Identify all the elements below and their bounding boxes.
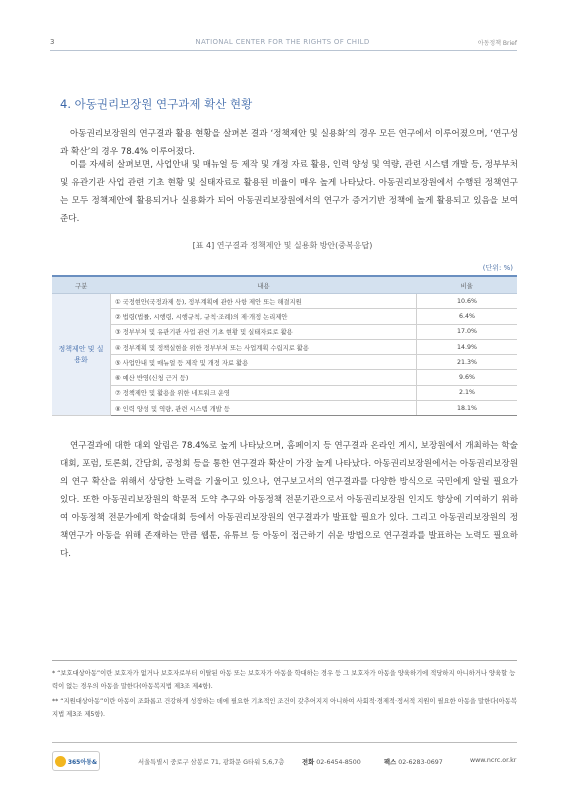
tel-label: 전화 [302,759,315,766]
paragraph-3: 연구결과에 대한 대외 알림은 78.4%로 높게 나타났으며, 홈페이지 등 연구결과 온라인 게시, 보장원에서 개최하는 학술대회, 포럼, 토론회, 간담회, 공청회 등을 통한 연구결과 확산이 가장 높게 나타났다. 아동권리보장원에서는 아동권리보장원의 연구 확산을 위해서 상당한 노력을 기울이고 있으나, 연구보고서의 연구결과를 다양한 방식으로 국민에게 알릴 필요가 있다. 또한 아동권리보장원의 학문적 도약 추구와 아동정책 전문기관으로서 아동권리보장원 인지도 향상에 기여하기 위하여 아동정책 전문가에게 학술대회 등에서 아동권리보장원의 연구결과가 발표할 필요가 있다. 그리고 아동권리보장원의 정책연구가 아동을 위해 존재하는 만큼 웹툰, 유튜브 등 아동이 접근하기 쉬운 방법으로 연구결과를 발표하는 노력도 필요하다. [60,441,518,559]
fax-label: 팩스 [384,759,397,766]
table-row [52,401,517,416]
header-ratio: 비율 [417,276,518,294]
page-number: 3 [50,38,55,46]
content-cell: ① 국정현안(국정과제 등), 정부계획에 관한 사항 제안 또는 해결지원 [111,294,417,309]
table-row [52,309,517,324]
policy-usage-table [52,275,517,416]
paragraph-1: 아동권리보장원의 연구결과 활용 현황을 살펴본 결과 ‘정책제안 및 실용화’의 경우 모든 연구에서 이루어졌으며, ‘연구성과 확산’의 경우 78.4% 이루어졌다. [60,129,518,157]
ratio-cell: 17.0% [417,324,518,339]
logo-text: 365아동& [67,758,98,766]
content-cell: ⑥ 예산 반영(신청 근거 등) [111,370,417,385]
ratio-cell: 6.4% [417,309,518,324]
table-header-row [52,276,517,294]
ratio-cell: 10.6% [417,294,518,309]
table-row [52,324,517,339]
content-cell: ② 법령(법률, 시행령, 시행규칙, 규칙·조례)의 제·개정 논리제안 [111,309,417,324]
table-caption: [표 4] 연구결과 정책제안 및 실용화 방안(중복응답) [192,241,373,250]
content-cell: ⑤ 사업안내 및 매뉴얼 등 제작 및 개정 자료 활용 [111,355,417,370]
content-cell: ⑦ 정책제안 및 활용을 위한 네트워크 운영 [111,385,417,400]
footer-url[interactable]: www.ncrc.or.kr [470,757,517,764]
header-content: 내용 [111,276,417,294]
ratio-cell: 2.1% [417,385,518,400]
header-title: NATIONAL CENTER FOR THE RIGHTS OF CHILD [195,38,370,46]
sun-icon [55,756,66,767]
table-row [52,385,517,400]
paragraph-2: 이를 자세히 살펴보면, 사업안내 및 매뉴얼 등 제작 및 개정 자료 활용, 인력 양성 및 역량, 관련 시스템 개발 등, 정부부처 및 유관기관 사업 관련 기초 현황 및 실태자료로 활용된 비율이 매우 높게 나타났다. 아동권리보장원에서 수행된 정책연구는 모두 정책제안에 활용되거나 실용화가 되어 아동권리보장원에서의 연구가 증거기반 정책에 높게 활용되고 있음을 보여준다. [60,160,518,224]
section-title: 4. 아동권리보장원 연구과제 확산 현황 [60,97,253,111]
table-row [52,370,517,385]
footer-divider [52,742,517,743]
footnote-2: ** “지원대상아동”이란 아동이 조화롭고 건강하게 성장하는 데에 필요한 기초적인 조건이 갖추어지지 아니하여 사회적·경제적·정서적 지원이 필요한 아동을 말한다(아동복지법 제3조 제5항). [52,698,517,718]
table-row [52,294,517,309]
content-cell: ③ 정부부처 및 유관기관 사업 관련 기초 현황 및 실태자료로 활용 [111,324,417,339]
org-logo [52,751,100,771]
footer-fax [384,757,443,766]
footer-tel [302,757,361,766]
table-row [52,355,517,370]
footer-address: 서울특별시 중로구 삼봉로 71, 광화문 G타워 5,6,7층 [138,759,285,766]
header-brief-label: 아동정책 Brief [477,40,517,47]
table-unit: (단위: %) [482,264,513,272]
ratio-cell: 18.1% [417,401,518,416]
category-cell: 정책제안 및 실용화 [52,294,111,416]
footnote-divider [52,660,517,661]
fax-number: 02-6283-0697 [398,759,443,766]
header-divider [50,50,517,51]
table-row [52,339,517,354]
ratio-cell: 21.3% [417,355,518,370]
ratio-cell: 14.9% [417,339,518,354]
tel-number: 02-6454-8500 [316,759,361,766]
footnote-1: * “보호대상아동”이란 보호자가 없거나 보호자로부터 이탈된 아동 또는 보호자가 아동을 학대하는 경우 등 그 보호자가 아동을 양육하기에 적당하지 아니하거나 양육할 능력이 없는 경우의 아동을 말한다(아동복지법 제3조 제4항). [52,670,516,690]
content-cell: ④ 정부계획 및 정책실현을 위한 정부부처 또는 사업계획 수립지로 활용 [111,339,417,354]
ratio-cell: 9.6% [417,370,518,385]
content-cell: ⑧ 인력 양성 및 역량, 관련 시스템 개발 등 [111,401,417,416]
header-category: 구분 [52,276,111,294]
